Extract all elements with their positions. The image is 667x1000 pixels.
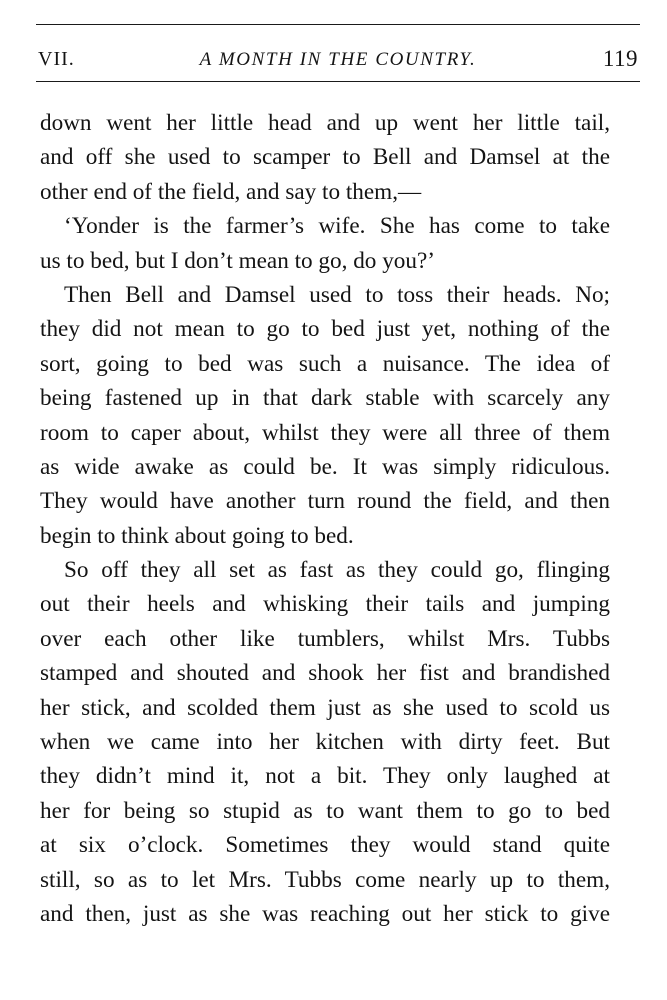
page-number: 119 (602, 46, 638, 71)
running-title: A MONTH IN THE COUNTRY. (199, 49, 477, 70)
text-line: being fastened up in that dark stable with scarcely any (40, 385, 610, 412)
text-line: room to caper about, whilst they were all three of them (40, 419, 610, 446)
text-line: her for being so stupid as to want them to go to bed (40, 797, 610, 824)
text-line: other end of the field, and say to them,— (40, 178, 422, 205)
text-line: over each other like tumblers, whilst Mrs. Tubbs (40, 625, 610, 652)
text-line: they didn’t mind it, not a bit. They only laughed at (40, 763, 610, 790)
text-line: and then, just as she was reaching out her stick to give (40, 900, 610, 927)
text-line: as wide awake as could be. It was simply ridiculous. (40, 453, 610, 480)
text-line: begin to think about going to bed. (40, 522, 354, 549)
text-line: sort, going to bed was such a nuisance. The idea of (40, 350, 610, 377)
text-line: down went her little head and up went her little tail, (40, 110, 610, 136)
running-header (38, 46, 638, 74)
text-line: when we came into her kitchen with dirty feet. But (40, 729, 610, 756)
text-line: still, so as to let Mrs. Tubbs come nearly up to them, (40, 866, 610, 893)
text-line: out their heels and whisking their tails and jumping (40, 591, 610, 618)
text-line: us to bed, but I don’t mean to go, do you?’ (40, 247, 435, 274)
header-rule (36, 81, 640, 82)
chapter-number: VII. (38, 48, 75, 70)
text-line: ‘Yonder is the farmer’s wife. She has come to take (64, 213, 610, 240)
text-line: at six o’clock. Sometimes they would stand quite (40, 832, 610, 859)
text-line: and off she used to scamper to Bell and Damsel at the (40, 144, 610, 171)
text-line: they did not mean to go to bed just yet, nothing of the (40, 316, 610, 343)
text-line: They would have another turn round the field, and then (40, 488, 610, 515)
text-line: Then Bell and Damsel used to toss their heads. No; (64, 281, 610, 308)
text-line: So off they all set as fast as they could go, flinging (64, 557, 610, 584)
top-rule (36, 24, 640, 25)
text-line: her stick, and scolded them just as she used to scold us (40, 694, 610, 721)
text-line: stamped and shouted and shook her fist and brandished (40, 660, 610, 687)
body-text (40, 106, 610, 931)
